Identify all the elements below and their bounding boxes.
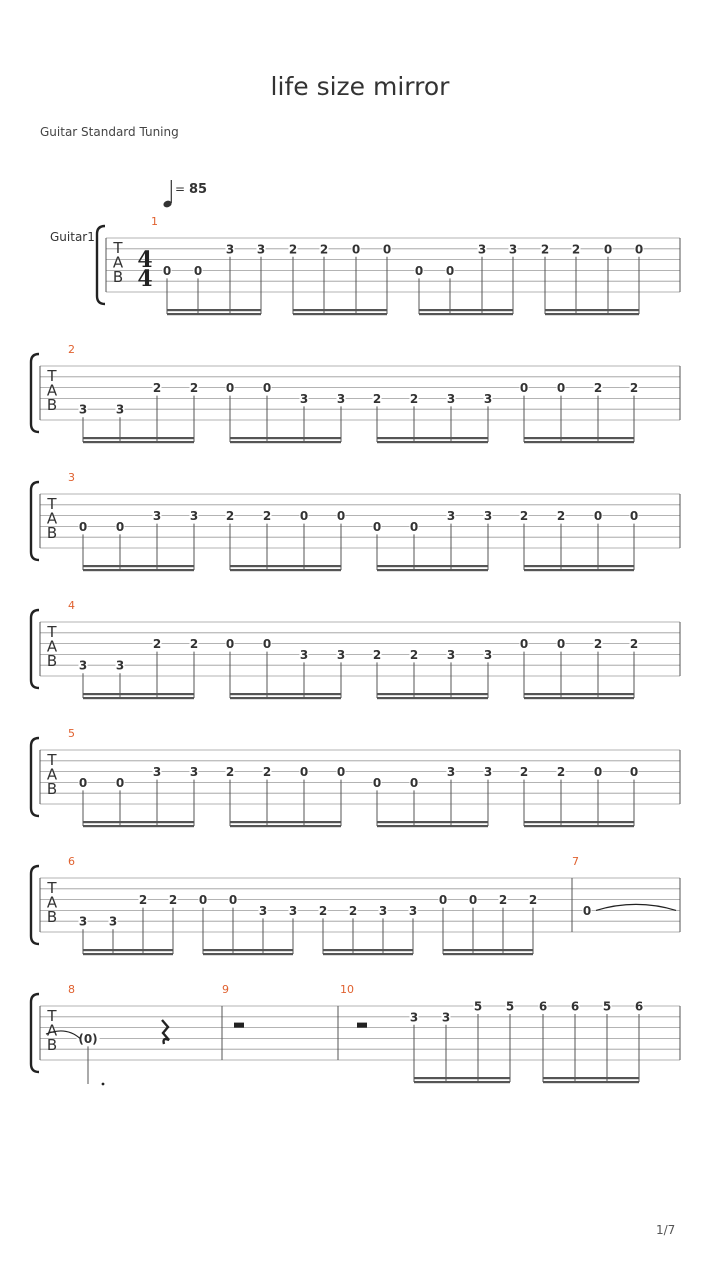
fret-number: 3: [483, 391, 493, 406]
fret-number: 5: [602, 999, 612, 1014]
systems-layer: [31, 215, 680, 1085]
fret-number: 3: [483, 647, 493, 662]
fret-number: 2: [519, 509, 529, 524]
fret-number: 6: [538, 999, 548, 1014]
tab-letter-b: B: [46, 652, 58, 670]
fret-number: 3: [299, 647, 309, 662]
measure-number: 2: [68, 343, 75, 356]
measure-number: 5: [68, 727, 75, 740]
tab-system: [31, 727, 680, 827]
tab-letter-t: T: [47, 495, 57, 513]
measure-number: 9: [222, 983, 229, 996]
beam: [167, 309, 261, 311]
beam: [230, 693, 341, 695]
fret-number: 0: [519, 381, 529, 396]
fret-number: 0: [372, 519, 382, 534]
beam: [83, 697, 194, 699]
time-signature-denominator: 4: [137, 266, 153, 292]
beam: [230, 697, 341, 699]
measure-number: 1: [151, 215, 158, 228]
fret-number: 0: [228, 893, 238, 908]
measure-number: 7: [572, 855, 579, 868]
tempo-value: 85: [189, 182, 208, 197]
system-bracket: [97, 226, 105, 304]
quarter-rest: [162, 1020, 169, 1044]
beam: [230, 825, 341, 827]
beam: [230, 441, 341, 443]
measure-number: 3: [68, 471, 75, 484]
tab-letter-b: B: [46, 1036, 58, 1054]
beam: [83, 693, 194, 695]
tab-letter-a: A: [46, 765, 58, 784]
fret-number: 2: [519, 765, 529, 780]
fret-number: 0: [409, 519, 419, 534]
fret-number: 2: [372, 647, 382, 662]
fret-number: 0: [372, 775, 382, 790]
tab-letter-a: A: [46, 381, 58, 400]
fret-number: 3: [152, 509, 162, 524]
tab-system: [31, 983, 680, 1085]
fret-number: 3: [189, 765, 199, 780]
fret-number: 2: [152, 637, 162, 652]
fret-number: 2: [168, 893, 178, 908]
fret-number: 0: [262, 637, 272, 652]
beam: [230, 565, 341, 567]
fret-number: 3: [256, 242, 266, 257]
beam: [377, 697, 488, 699]
beam: [443, 949, 533, 951]
fret-number: 5: [505, 999, 515, 1014]
fret-number: 0: [629, 765, 639, 780]
fret-number: 2: [372, 391, 382, 406]
tab-letter-a: A: [46, 509, 58, 528]
tab-letter-b: B: [46, 908, 58, 926]
beam: [524, 437, 634, 439]
fret-number: 0: [629, 509, 639, 524]
fret-number: 2: [225, 509, 235, 524]
fret-number: 3: [108, 914, 118, 929]
tab-system: [31, 343, 680, 443]
fret-number: 3: [409, 1010, 419, 1025]
tab-letter-b: B: [46, 524, 58, 542]
fret-number: 3: [408, 903, 418, 918]
beam: [524, 693, 634, 695]
fret-number: 0: [115, 775, 125, 790]
beam: [323, 953, 413, 955]
beam: [293, 309, 387, 311]
system-bracket: [31, 866, 39, 944]
measure-number: 6: [68, 855, 75, 868]
fret-number: 3: [378, 903, 388, 918]
beam: [443, 953, 533, 955]
beam: [524, 441, 634, 443]
fret-number: 3: [152, 765, 162, 780]
beam: [83, 569, 194, 571]
fret-number: 2: [225, 765, 235, 780]
fret-number: 3: [189, 509, 199, 524]
tab-letter-t: T: [47, 751, 57, 769]
measure-number: 10: [340, 983, 354, 996]
system-bracket: [31, 354, 39, 432]
fret-number: 3: [258, 903, 268, 918]
fret-number: 0: [351, 242, 361, 257]
fret-number: 3: [115, 402, 125, 417]
tempo-marking: [162, 180, 207, 208]
fret-number: 3: [483, 509, 493, 524]
fret-number: 2: [138, 893, 148, 908]
fret-number: 0: [593, 509, 603, 524]
beam: [524, 697, 634, 699]
beam: [203, 949, 293, 951]
fret-number: 2: [540, 242, 550, 257]
fret-number: 2: [571, 242, 581, 257]
tab-system: [31, 471, 680, 571]
tab-letter-t: T: [47, 1007, 57, 1025]
fret-number: 2: [189, 637, 199, 652]
tab-letter-a: A: [46, 893, 58, 912]
beam: [83, 953, 173, 955]
fret-number: 3: [225, 242, 235, 257]
fret-number: 5: [473, 999, 483, 1014]
track-name: Guitar1: [50, 230, 95, 244]
beam: [83, 437, 194, 439]
fret-number: 2: [629, 381, 639, 396]
fret-number: 3: [336, 647, 346, 662]
fret-number: 3: [78, 914, 88, 929]
beam: [83, 565, 194, 567]
fret-number: 3: [115, 658, 125, 673]
fret-number: 0: [299, 509, 309, 524]
fret-number: (0): [78, 1031, 98, 1046]
tab-letter-t: T: [113, 239, 123, 257]
tab-system: [31, 855, 680, 955]
beam: [83, 949, 173, 951]
tab-letter-t: T: [47, 623, 57, 641]
system-bracket: [31, 738, 39, 816]
fret-number: 6: [570, 999, 580, 1014]
beam: [377, 569, 488, 571]
tuning-label: Guitar Standard Tuning: [40, 125, 179, 139]
tab-system: [97, 215, 680, 315]
fret-number: 2: [319, 242, 329, 257]
fret-number: 2: [318, 903, 328, 918]
fret-number: 0: [193, 263, 203, 278]
fret-number: 3: [446, 765, 456, 780]
beam: [83, 441, 194, 443]
tab-letter-a: A: [112, 253, 124, 272]
fret-number: 0: [336, 765, 346, 780]
fret-number: 2: [528, 893, 538, 908]
fret-number: 2: [262, 765, 272, 780]
fret-number: 0: [225, 637, 235, 652]
fret-number: 0: [519, 637, 529, 652]
beam: [414, 1081, 510, 1083]
fret-number: 0: [414, 263, 424, 278]
tab-letter-b: B: [46, 780, 58, 798]
fret-number: 0: [162, 263, 172, 278]
beam: [203, 953, 293, 955]
fret-number: 3: [508, 242, 518, 257]
tab-letter-t: T: [47, 367, 57, 385]
fret-number: 0: [556, 381, 566, 396]
system-bracket: [31, 994, 39, 1072]
fret-number: 0: [593, 765, 603, 780]
beam: [167, 313, 261, 315]
beam: [377, 437, 488, 439]
fret-number: 3: [78, 402, 88, 417]
fret-number: 2: [498, 893, 508, 908]
fret-number: 2: [152, 381, 162, 396]
dot: [102, 1083, 105, 1086]
fret-number: 3: [78, 658, 88, 673]
page-number: 1/7: [656, 1223, 676, 1237]
fret-number: 0: [438, 893, 448, 908]
tab-letter-b: B: [112, 268, 124, 286]
fret-number: 2: [409, 391, 419, 406]
tempo-equals: =: [175, 182, 186, 196]
fret-number: 0: [78, 519, 88, 534]
tab-letter-b: B: [46, 396, 58, 414]
beam: [83, 825, 194, 827]
fret-number: 0: [603, 242, 613, 257]
tab-letter-a: A: [46, 1021, 58, 1040]
beam: [524, 821, 634, 823]
tab-letter-a: A: [46, 637, 58, 656]
beam: [419, 309, 513, 311]
fret-number: 3: [441, 1010, 451, 1025]
fret-number: 3: [446, 509, 456, 524]
score-title: life size mirror: [270, 72, 450, 101]
fret-number: 3: [477, 242, 487, 257]
beam: [83, 821, 194, 823]
fret-number: 2: [593, 637, 603, 652]
fret-number: 0: [115, 519, 125, 534]
beam: [377, 441, 488, 443]
beam: [377, 565, 488, 567]
tab-system: [31, 599, 680, 699]
beam: [524, 565, 634, 567]
fret-number: 2: [288, 242, 298, 257]
beam: [524, 569, 634, 571]
fret-number: 0: [445, 263, 455, 278]
beam: [230, 437, 341, 439]
fret-number: 3: [483, 765, 493, 780]
beam: [545, 309, 639, 311]
fret-number: 0: [336, 509, 346, 524]
beam: [323, 949, 413, 951]
beam: [419, 313, 513, 315]
fret-number: 3: [446, 647, 456, 662]
fret-number: 2: [629, 637, 639, 652]
fret-number: 0: [582, 903, 592, 918]
tab-letter-t: T: [47, 879, 57, 897]
beam: [377, 821, 488, 823]
beam: [543, 1081, 639, 1083]
fret-number: 2: [348, 903, 358, 918]
fret-number: 2: [189, 381, 199, 396]
system-bracket: [31, 610, 39, 688]
fret-number: 0: [78, 775, 88, 790]
fret-number: 3: [336, 391, 346, 406]
fret-number: 0: [409, 775, 419, 790]
fret-number: 2: [556, 509, 566, 524]
beam: [230, 569, 341, 571]
fret-number: 6: [634, 999, 644, 1014]
beam: [414, 1077, 510, 1079]
fret-number: 0: [468, 893, 478, 908]
measure-number: 8: [68, 983, 75, 996]
fret-number: 0: [634, 242, 644, 257]
tie: [596, 904, 676, 910]
half-rest: [357, 1023, 367, 1028]
fret-number: 0: [382, 242, 392, 257]
beam: [377, 825, 488, 827]
fret-number: 3: [288, 903, 298, 918]
fret-number: 3: [446, 391, 456, 406]
fret-number: 2: [409, 647, 419, 662]
fret-number: 3: [299, 391, 309, 406]
time-signature-numerator: 4: [137, 247, 153, 273]
fret-number: 0: [299, 765, 309, 780]
measure-number: 4: [68, 599, 75, 612]
fret-number: 2: [556, 765, 566, 780]
beam: [545, 313, 639, 315]
beam: [524, 825, 634, 827]
fret-number: 2: [593, 381, 603, 396]
beam: [543, 1077, 639, 1079]
beam: [230, 821, 341, 823]
fret-number: 2: [262, 509, 272, 524]
fret-number: 0: [198, 893, 208, 908]
system-bracket: [31, 482, 39, 560]
half-rest: [234, 1023, 244, 1028]
fret-number: 0: [556, 637, 566, 652]
beam: [293, 313, 387, 315]
fret-number: 0: [225, 381, 235, 396]
beam: [377, 693, 488, 695]
fret-number: 0: [262, 381, 272, 396]
